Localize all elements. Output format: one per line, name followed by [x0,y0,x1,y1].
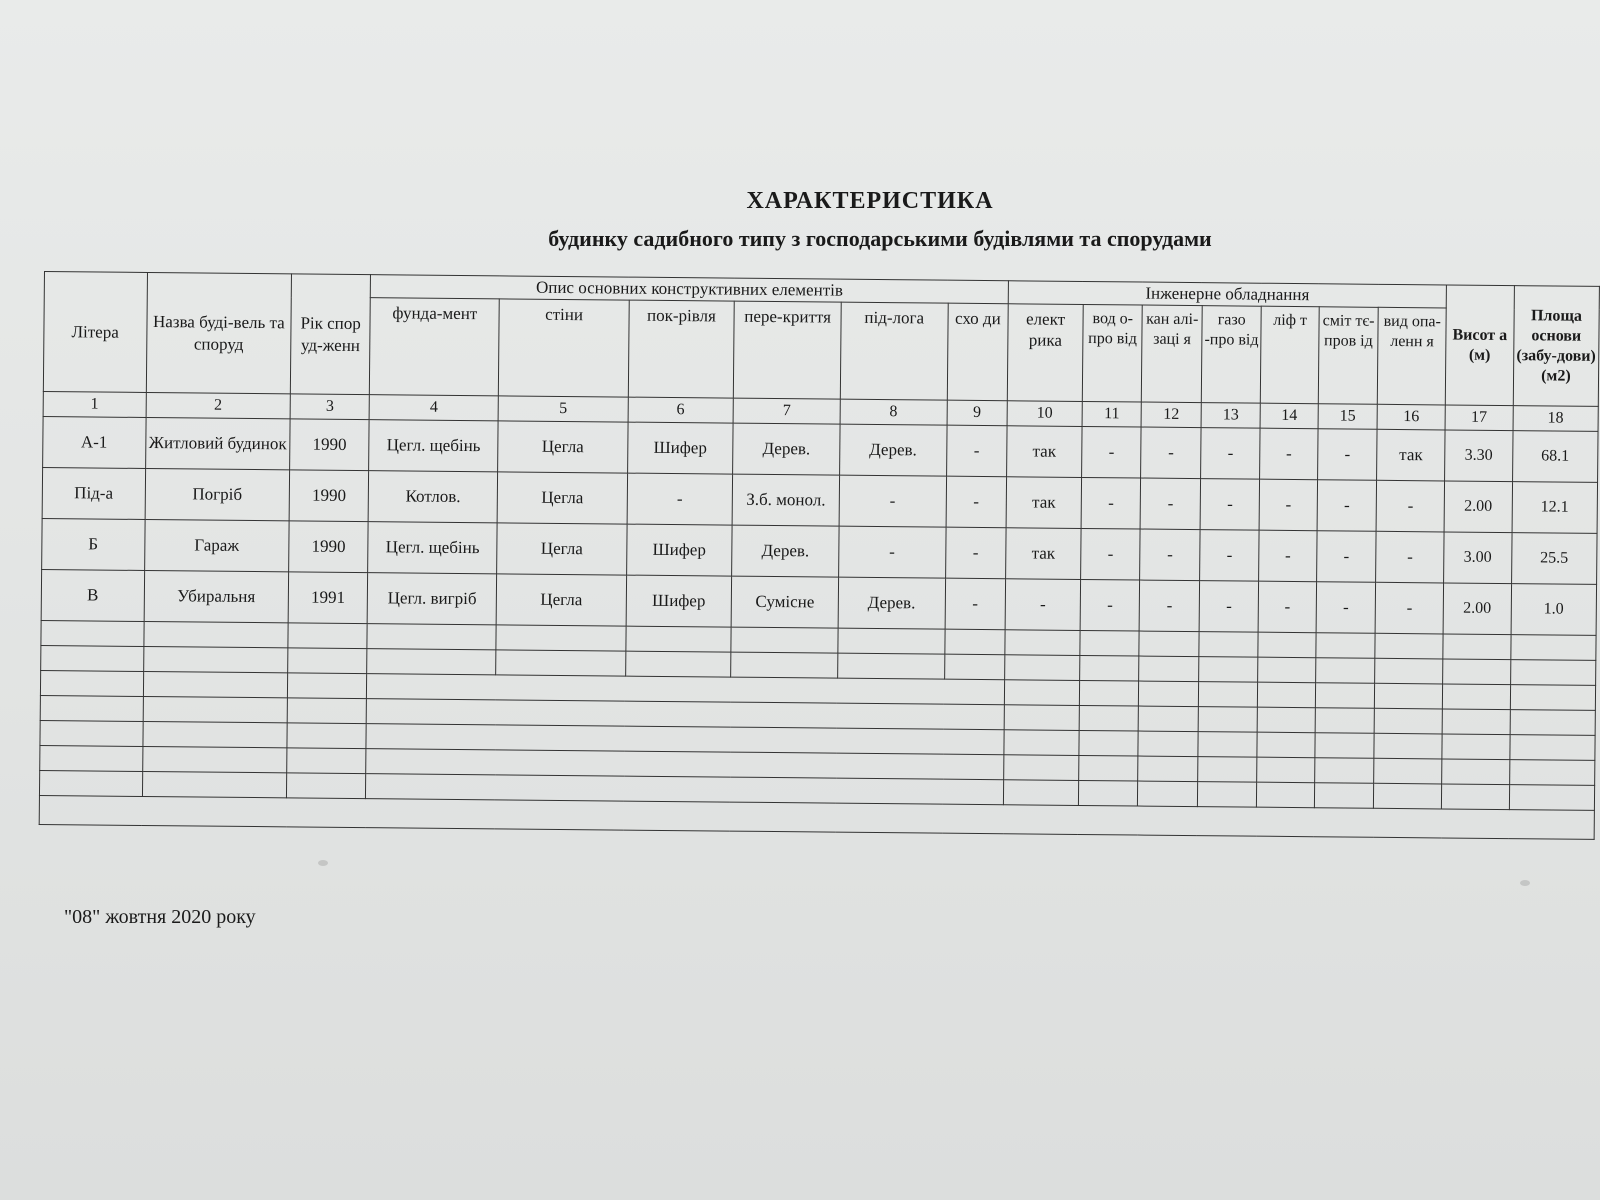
header-fundament: фунда-мент [369,298,499,396]
empty-cell [1442,734,1510,760]
empty-cell [1004,705,1079,731]
empty-cell [1314,783,1374,809]
empty-cell [1442,684,1510,710]
table-cell: 1990 [289,521,368,573]
empty-cell [1511,635,1597,661]
empty-cell [1375,658,1443,684]
table-cell: Шифер [626,575,732,627]
empty-cell [41,620,144,646]
empty-cell [1374,733,1442,759]
table-cell: Погріб [145,468,290,520]
empty-cell [731,627,838,653]
header-vodoprovid: вод о-про від [1082,304,1142,402]
table-cell: В [41,569,144,621]
empty-cell [1078,780,1138,806]
empty-cell [143,621,288,647]
table-cell: - [1140,580,1200,632]
empty-cell [1509,760,1595,786]
table-cell: 3.00 [1444,532,1512,584]
header-inzh-group: Інженерне обладнання [1008,281,1446,308]
header-elektryka: елект рика [1007,304,1083,402]
paper-speck [318,860,328,866]
table-cell: Цегл. вигріб [367,573,497,625]
table-cell: Цегла [497,523,627,575]
table-cell: - [1260,428,1318,480]
table-cell: 2.00 [1443,583,1511,635]
table-cell: - [838,526,945,578]
column-number: 12 [1141,402,1201,428]
column-number: 2 [146,392,291,418]
table-cell: Цегл. щебінь [368,522,498,574]
empty-cell [496,650,625,676]
table-cell: 1991 [288,572,367,624]
header-stiny: стіни [499,299,629,397]
empty-cell [41,645,144,671]
column-number: 4 [369,395,498,421]
header-smittieprovid: сміт тє-пров ід [1318,307,1378,405]
empty-cell [287,748,366,774]
empty-cell [1442,709,1510,735]
table-cell: 1.0 [1511,584,1597,636]
table-cell: Під-а [42,467,145,519]
table-cell: - [1005,579,1080,631]
empty-cell [142,771,287,797]
table-cell: Дерев. [838,577,945,629]
table-cell: - [1199,530,1259,582]
empty-cell [40,670,143,696]
table-cell: З.б. монол. [732,474,839,526]
header-perekryttia: пере-криття [734,301,842,399]
table-cell: - [1080,579,1140,631]
table-cell: Цегла [497,472,627,524]
empty-cell [1442,759,1510,785]
document-title: ХАРАКТЕРИСТИКА [746,188,994,214]
empty-cell [1315,733,1375,759]
empty-cell [1004,730,1079,756]
empty-cell [1315,683,1375,709]
empty-cell [1080,630,1140,656]
empty-cell [1198,707,1258,733]
empty-cell [1315,658,1375,684]
empty-cell [1005,655,1080,681]
column-number: 7 [733,398,840,424]
header-nazva: Назва буді-вель та споруд [146,272,292,393]
empty-cell [1315,708,1375,734]
empty-cell [287,773,366,799]
empty-cell [1509,785,1595,811]
empty-cell [1079,680,1139,706]
table-cell: Дерев. [839,424,946,476]
empty-cell [1316,633,1376,659]
table-cell: - [1259,530,1317,582]
table-cell: Цегла [496,574,626,626]
table-cell: Дерев. [733,423,840,475]
table-cell: - [1258,581,1316,633]
empty-cell [625,626,731,652]
empty-cell [288,648,367,674]
empty-cell [1257,782,1315,808]
table-cell: Цегл. щебінь [369,420,499,472]
column-number: 3 [290,394,369,420]
date-line: "08" жовтня 2020 року [64,906,256,928]
table-cell: так [1006,477,1081,529]
empty-cell [1258,657,1316,683]
header-opalennia: вид опа-ленн я [1378,307,1447,405]
table-cell: 12.1 [1512,482,1598,534]
table-cell: - [839,475,946,527]
column-number: 16 [1377,404,1445,430]
empty-cell [1138,781,1198,807]
empty-cell [1079,730,1139,756]
empty-cell [1139,656,1199,682]
empty-cell [944,629,1005,655]
header-rik: Рік спор уд-женн [291,274,371,395]
empty-cell [1443,634,1511,660]
table-cell: - [1376,531,1444,583]
empty-cell [1080,655,1140,681]
empty-cell [1003,780,1078,806]
empty-cell [1258,632,1316,658]
table-cell: - [1317,480,1377,532]
column-number: 10 [1007,401,1082,427]
column-number: 5 [498,396,627,422]
table-cell: Гараж [144,519,289,571]
empty-cell [288,673,367,699]
empty-cell [944,654,1005,680]
table-cell: - [1081,528,1141,580]
column-number: 18 [1513,406,1599,432]
header-vysota: Висот а (м) [1445,285,1514,406]
table-cell: - [1082,426,1142,478]
empty-cell [1375,633,1443,659]
table-cell: - [1140,529,1200,581]
empty-cell [1139,706,1199,732]
table-cell: А-1 [43,416,146,468]
empty-cell [1443,659,1511,685]
table-body [39,391,1598,839]
table-cell: - [1200,428,1260,480]
empty-cell [1374,758,1442,784]
column-number: 15 [1318,404,1378,430]
empty-cell [1510,660,1596,686]
empty-cell [1257,757,1315,783]
empty-cell [39,770,142,796]
table-cell: - [945,527,1006,579]
empty-cell [1138,731,1198,757]
table-cell: Дерев. [732,525,839,577]
empty-cell [625,651,731,677]
empty-cell [1198,732,1258,758]
table-cell: Цегла [498,421,628,473]
empty-cell [1258,682,1316,708]
empty-cell [838,653,945,679]
table-cell: - [627,473,733,525]
table-cell: так [1007,426,1082,478]
table-cell: так [1006,528,1081,580]
table-cell: - [1317,429,1377,481]
empty-cell [143,696,288,722]
column-number: 13 [1201,403,1261,429]
header-pidloga: під-лога [840,302,948,400]
header-kanalizatsia: кан алі-заці я [1142,305,1202,403]
column-number: 6 [628,397,734,423]
empty-cell [1198,682,1258,708]
empty-cell [1510,710,1596,736]
empty-cell [1441,784,1509,810]
empty-cell [367,624,496,650]
empty-cell [40,720,143,746]
empty-cell [1198,757,1258,783]
empty-cell [288,623,367,649]
empty-cell [1139,681,1199,707]
empty-cell [1079,755,1139,781]
table-cell: - [945,578,1006,630]
table-cell: - [1081,477,1141,529]
empty-cell [1510,685,1596,711]
empty-cell [1258,707,1316,733]
empty-cell [838,628,945,654]
table-cell: так [1377,429,1445,481]
column-number: 11 [1082,401,1142,427]
empty-cell [731,652,838,678]
table-cell: 2.00 [1444,481,1512,533]
header-skhody: схо ди [947,303,1008,401]
table-cell: Сумісне [731,576,838,628]
empty-cell [1314,758,1374,784]
table-cell: - [1316,582,1376,634]
empty-cell [142,746,287,772]
empty-cell [287,723,366,749]
empty-cell [1199,632,1259,658]
empty-cell [287,698,366,724]
empty-cell [496,625,625,651]
header-litera: Літера [43,272,147,393]
table-cell: 1990 [290,419,369,471]
empty-cell [1199,657,1259,683]
empty-cell [1139,631,1199,657]
table-cell: - [946,425,1007,477]
empty-cell [1257,732,1315,758]
table-cell: Житловий будинок [145,417,290,469]
header-pokrivlia: пок-рівля [628,300,735,398]
column-number: 8 [840,399,947,425]
empty-cell [40,745,143,771]
table-cell: 3.30 [1445,430,1513,482]
table-cell: - [1316,531,1376,583]
empty-cell [1375,683,1443,709]
characteristics-table [39,271,1600,840]
header-opys-group: Опис основних конструктивних елементів [370,275,1008,304]
table-cell: - [1199,581,1259,633]
empty-cell [1079,705,1139,731]
header-lift: ліф т [1261,306,1319,404]
empty-cell [143,671,288,697]
table-cell: - [1375,582,1443,634]
table-cell: - [946,476,1007,528]
column-number: 9 [947,400,1008,426]
empty-cell [1374,708,1442,734]
paper-speck [1520,880,1530,886]
table-cell: Убиральня [144,570,289,622]
column-number: 1 [43,391,146,417]
empty-cell [40,695,143,721]
table-cell: 25.5 [1511,533,1597,585]
table-cell: Котлов. [368,471,498,523]
empty-cell [143,721,288,747]
table-cell: - [1259,479,1317,531]
empty-cell [1004,680,1079,706]
empty-cell [1138,756,1198,782]
table-cell: 1990 [289,470,368,522]
table-cell: - [1200,479,1260,531]
column-number: 14 [1260,403,1318,429]
empty-cell [143,646,288,672]
empty-cell [367,649,496,675]
empty-cell [1197,782,1257,808]
empty-cell [1374,783,1442,809]
empty-cell [1004,755,1079,781]
document-subtitle: будинку садибного типу з господарськими будівлями та спорудами [548,226,1212,251]
empty-cell [1005,630,1080,656]
header-gazoprovid: газо -про від [1201,306,1261,404]
table-cell: 68.1 [1512,431,1598,483]
table-cell: Шифер [627,422,733,474]
table-cell: - [1141,427,1201,479]
header-ploshcha: Площа основи (забу-дови) (м2) [1513,286,1599,407]
table-cell: - [1376,480,1444,532]
table-cell: Б [42,518,145,570]
table-cell: Шифер [626,524,732,576]
column-number: 17 [1445,405,1513,431]
table-cell: - [1140,478,1200,530]
empty-cell [1510,735,1596,761]
